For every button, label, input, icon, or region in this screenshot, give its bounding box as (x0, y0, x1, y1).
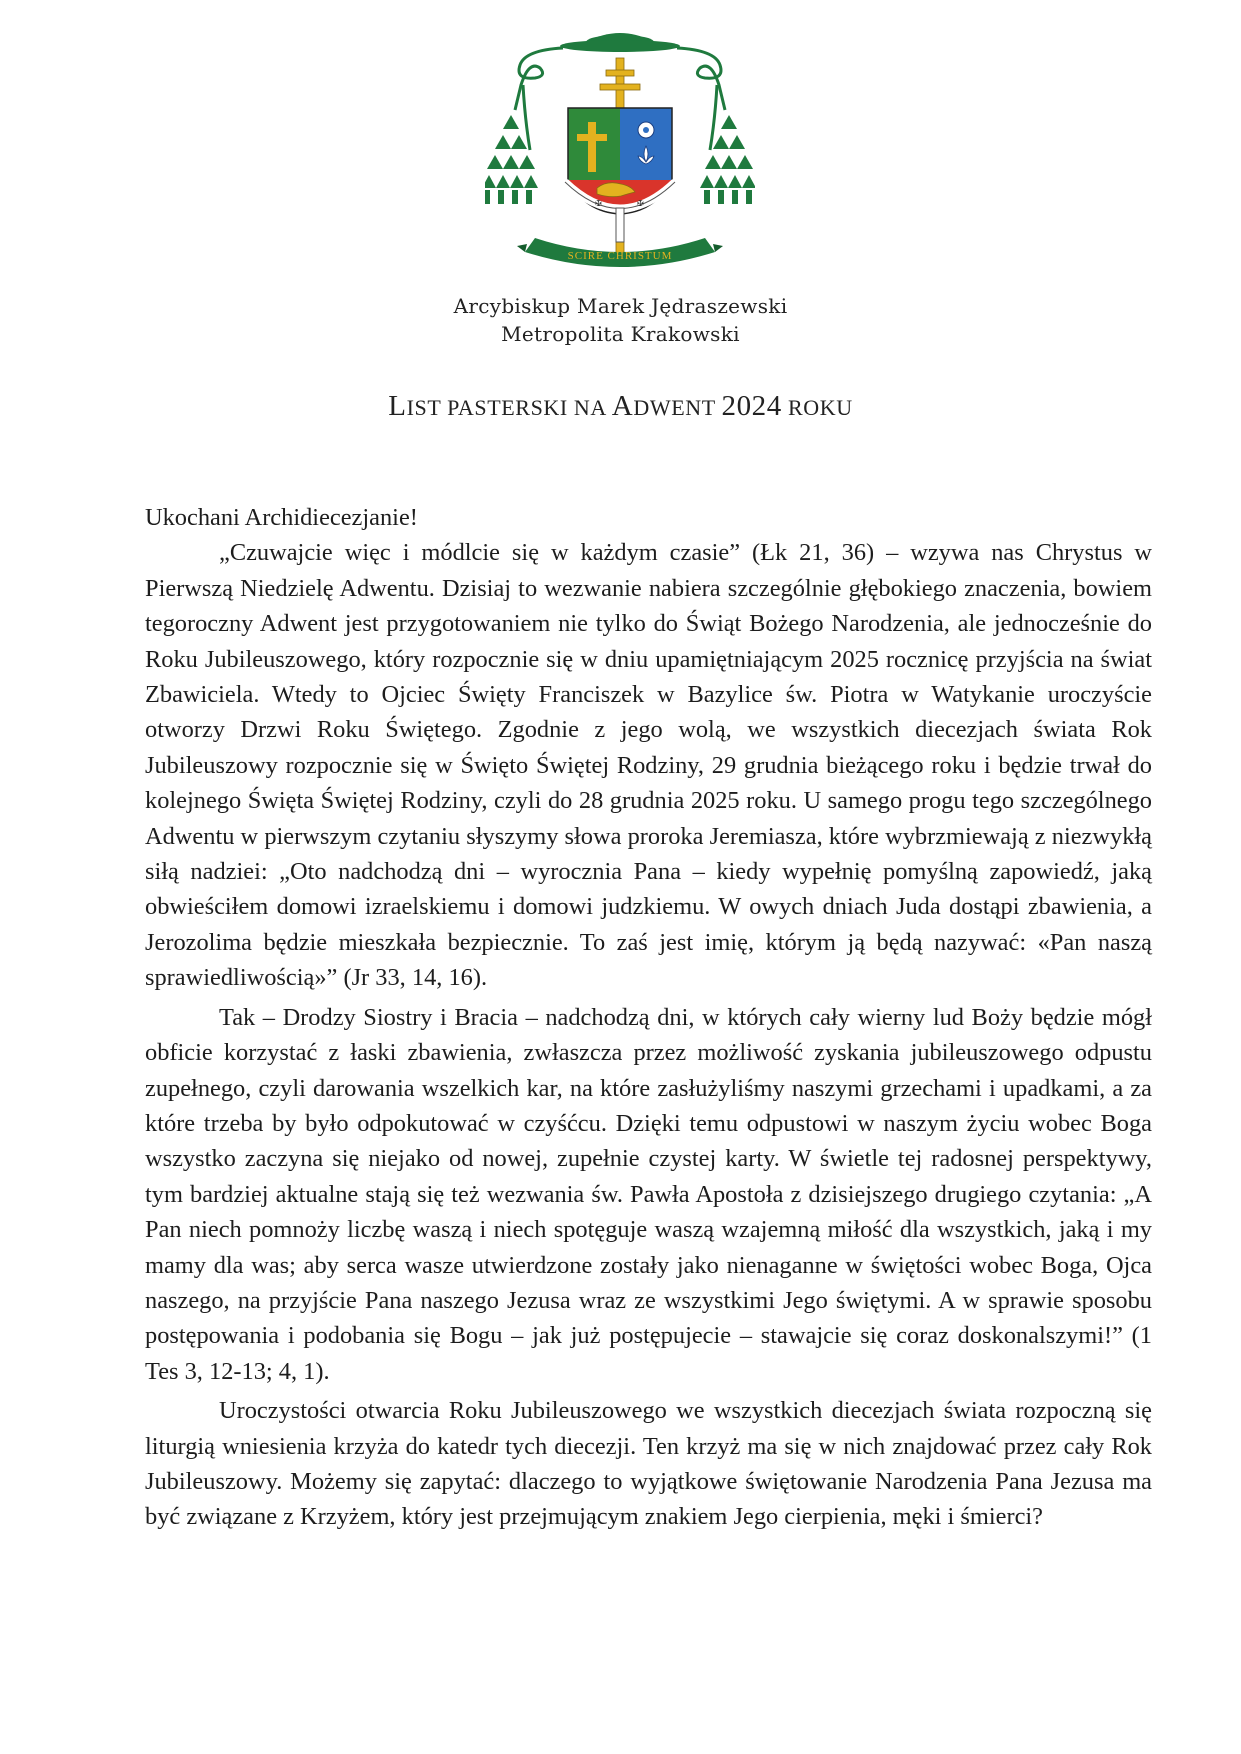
title-smallcaps-1: IST PASTERSKI NA (406, 395, 612, 420)
coat-of-arms (485, 30, 755, 280)
svg-text:✠: ✠ (637, 199, 644, 208)
svg-text:✠: ✠ (595, 199, 602, 208)
salutation: Ukochani Archidiecezjanie! (145, 504, 418, 531)
title-cap-a: A (611, 390, 634, 422)
author-name: Arcybiskup Marek Jędraszewski (453, 294, 788, 318)
letter-body (145, 500, 1152, 1535)
title-smallcaps-3: ROKU (781, 395, 853, 420)
title-year: 2024 (721, 390, 782, 422)
author-title: Metropolita Krakowski (501, 322, 740, 346)
paragraph: „Czuwajcie więc i módlcie się w każdym czasie” (Łk 21, 36) – wzywa nas Chrystus w Pierwszą Niedzielę Adwentu. Dzisiaj to wezwanie nabiera szczególnie głębokiego znaczenia, bowiem tegoroczny Adwent jest przygotowaniem nie tylko do Świąt Bożego Narodzenia, ale jednocześnie do Roku Jubileuszowego, który rozpocznie się w dniu upamiętniającym 2025 rocznicę przyjścia na świat Zbawiciela. Wtedy to Ojciec Święty Franciszek w Bazylice św. Piotra w Watykanie uroczyście otworzy Drzwi Roku Świętego. Zgodnie z jego wolą, we wszystkich diecezjach świata Rok Jubileuszowy rozpocznie się w Święto Świętej Rodziny, 29 grudnia bieżącego roku i będzie trwał do kolejnego Święta Świętej Rodziny, czyli do 28 grudnia 2025 roku. U samego progu tego szczególnego Adwentu w pierwszym czytaniu słyszymy słowa proroka Jeremiasza, które wybrzmiewają z niezwykłą siłą nadziei: „Oto nadchodzą dni – wyrocznia Pana – kiedy wypełnię pomyślną zapowiedź, jaką obwieściłem domowi izraelskiemu i domowi judzkiemu. W owych dniach Juda dostąpi zbawienia, a Jerozolima będzie mieszkała bezpiecznie. To zaś jest imię, którym ją będą nazywać: «Pan naszą sprawiedliwością»” (Jr 33, 14, 16). (145, 539, 1152, 992)
paragraph: Tak – Drodzy Siostry i Bracia – nadchodzą dni, w których cały wierny lud Boży będzie mógł obficie korzystać z łaski zbawienia, zwłaszcza przez możliwość zyskania jubileuszowego odpustu zupełnego, czyli darowania wszelkich kar, na które zasłużyliśmy naszymi grzechami i upadkami, a za które trzeba by było odpokutować w czyśćcu. Dzięki temu odpustowi w naszym życiu wobec Boga wszystko zaczyna się niejako od nowej, zupełnie czystej karty. W świetle tej radosnej perspektywy, tym bardziej aktualne stają się też wezwania św. Pawła Apostoła z dzisiejszego drugiego czytania: „A Pan niech pomnoży liczbę waszą i niech spotęguje waszą wzajemną miłość dla wszystkich, jaką i my mamy dla was; aby serca wasze utwierdzone zostały jako nienaganne w świętości wobec Boga, Ojca naszego, na przyjście Pana naszego Jezusa wraz ze wszystkimi Jego świętymi. A w sprawie sposobu postępowania i podobania się Bogu – jak już postępujecie – stawajcie się coraz doskonalszymi!” (1 Tes 3, 12-13; 4, 1). (145, 1003, 1152, 1385)
title-smallcaps-2: DWENT (633, 395, 722, 420)
sender-block (0, 292, 1241, 348)
document-title (0, 390, 1241, 423)
paragraph: Uroczystości otwarcia Roku Jubileuszowego we wszystkich diecezjach świata rozpoczną się liturgią wniesienia krzyża do katedr tych diecezji. Ten krzyż ma się w nich znajdować przez cały Rok Jubileuszowy. Możemy się zapytać: dlaczego to wyjątkowe świętowanie Narodzenia Pana Jezusa ma być związane z Krzyżem, który jest przejmującym znakiem Jego cierpienia, męki i śmierci? (145, 1397, 1152, 1531)
title-cap-l: L (388, 390, 407, 422)
galero-hat (560, 33, 680, 52)
motto-text: SCIRE CHRISTUM (567, 250, 673, 262)
